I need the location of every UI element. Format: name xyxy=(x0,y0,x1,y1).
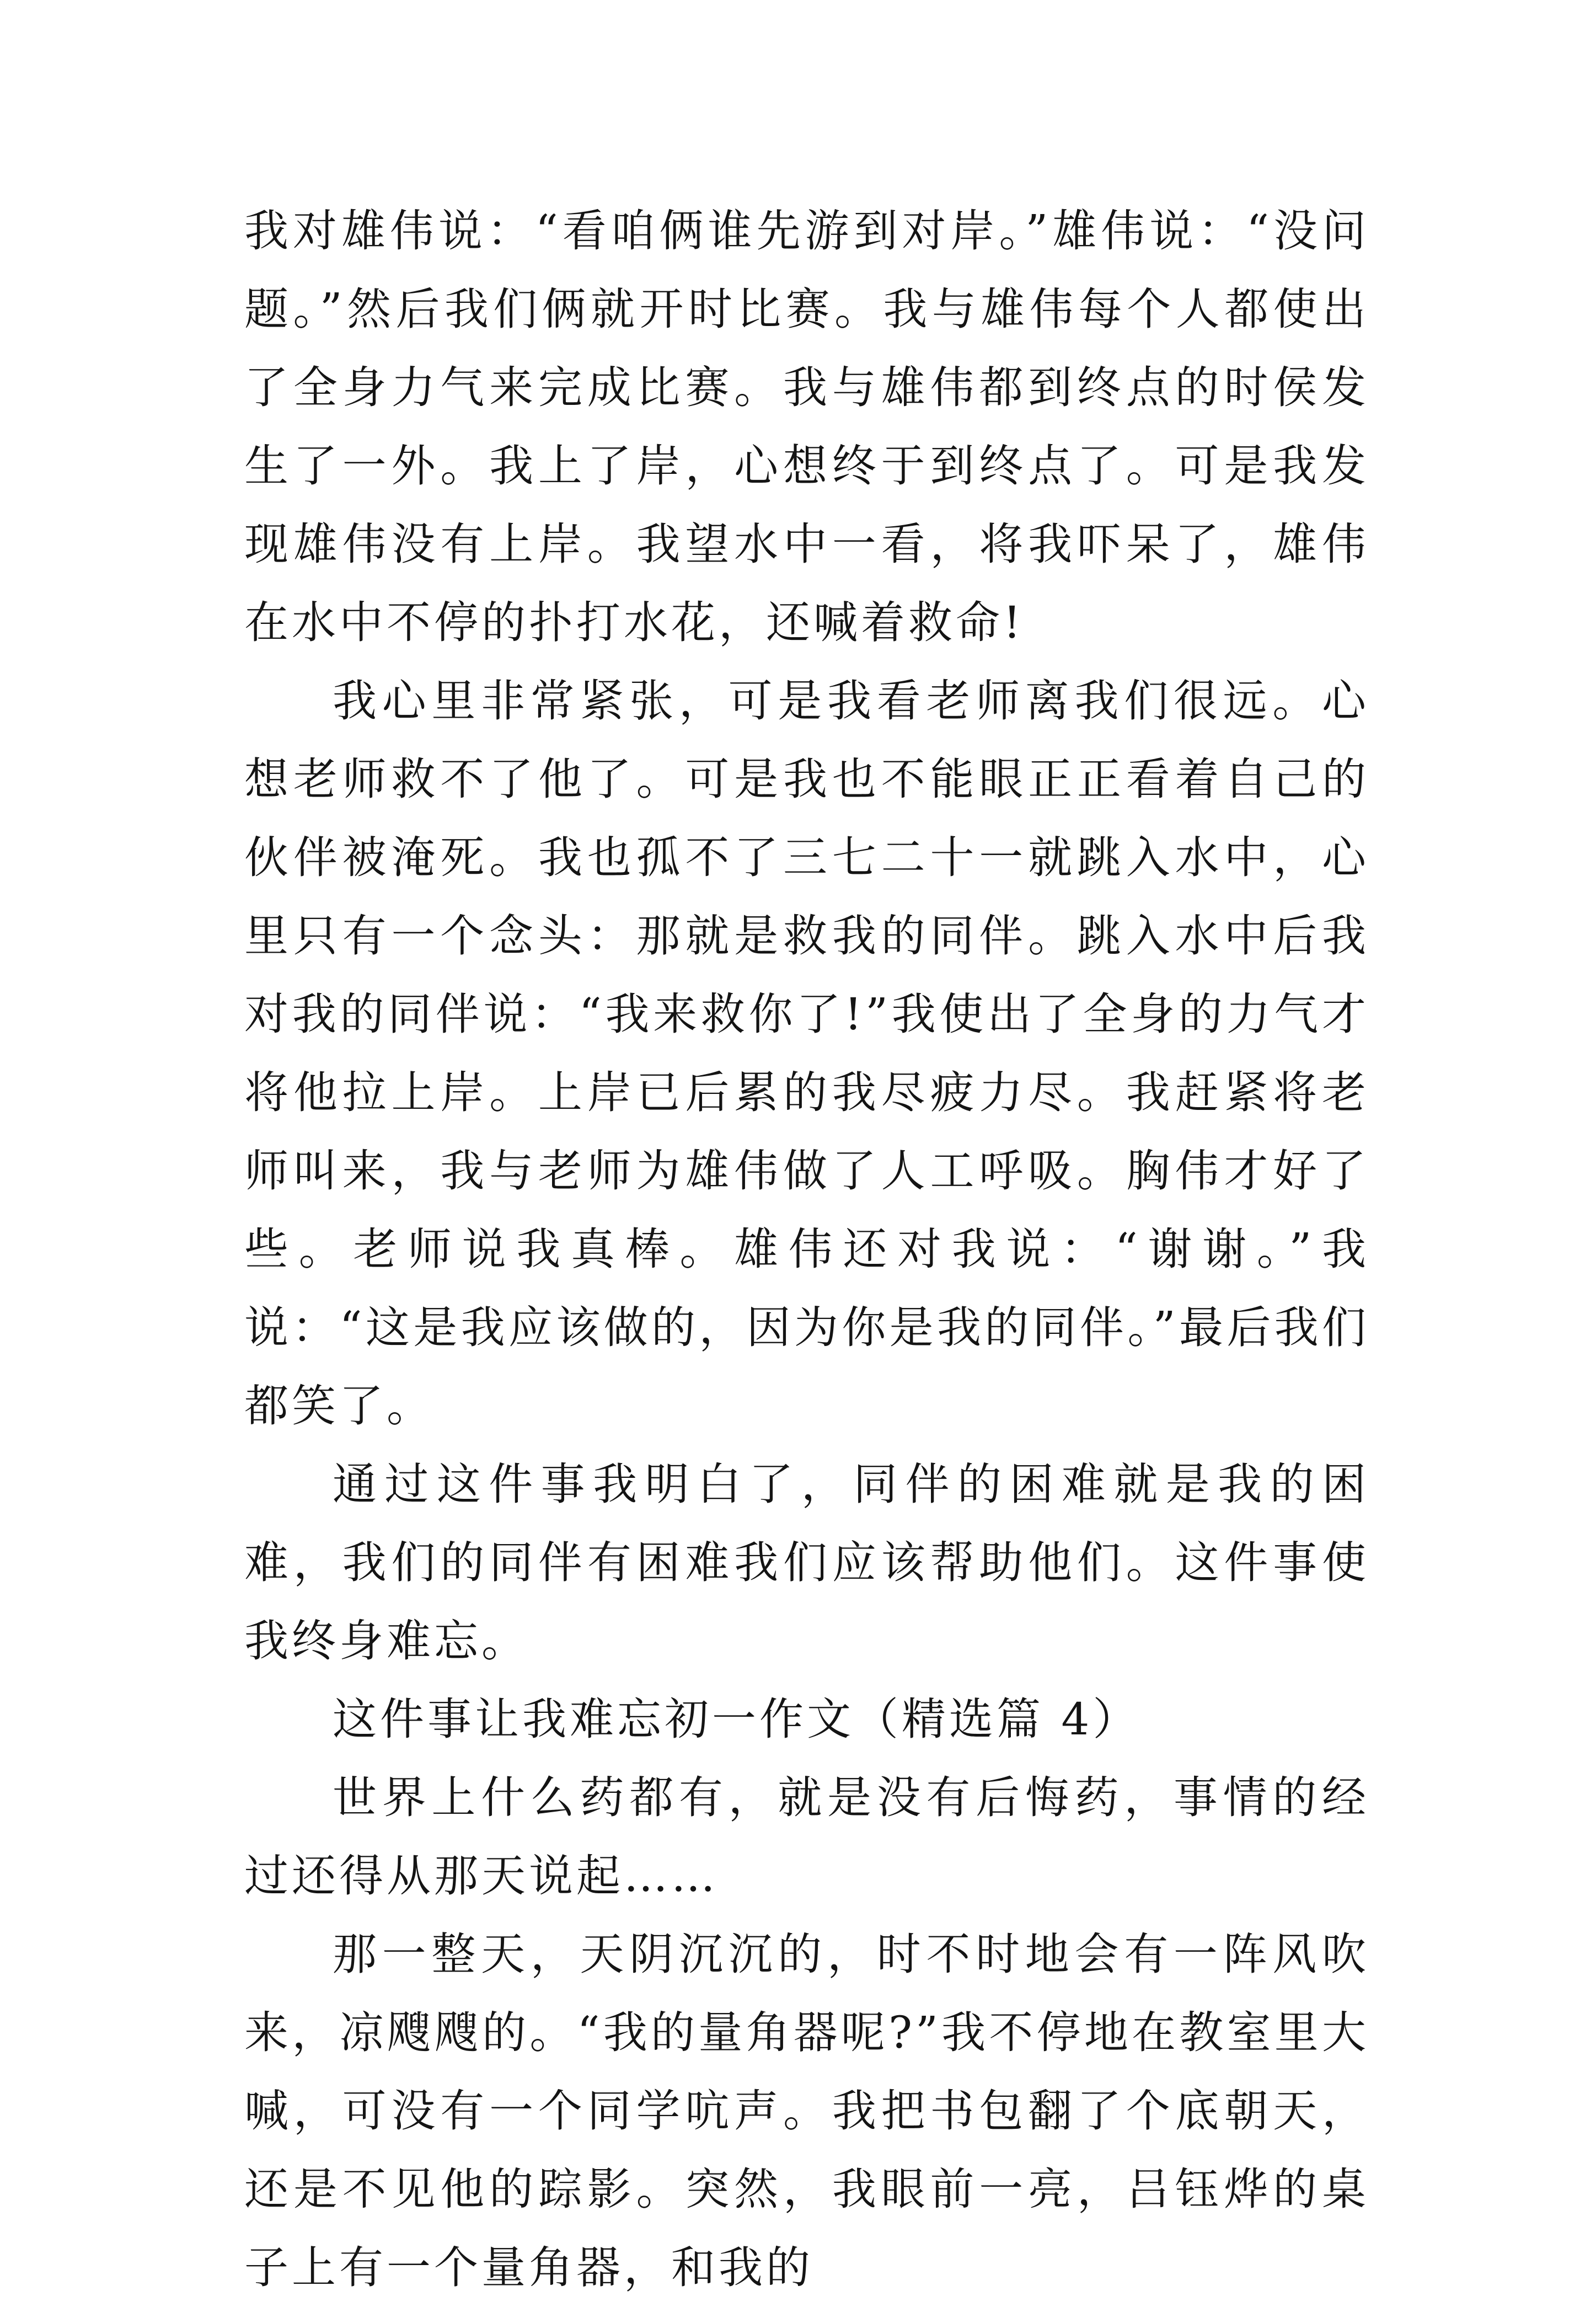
paragraph-no-regret-medicine: 世界上什么药都有，就是没有后悔药，事情的经过还得从那天说起…… xyxy=(244,1772,1369,1902)
paragraph-lost-protractor: 那一整天，天阴沉沉的，时不时地会有一阵风吹来，凉飕飕的。“我的量角器呢?”我不停地在教室里大喊，可没有一个同学吭声。我把书包翻了个底朝天，还是不见他的踪影。突然，我眼前一亮，吕钰烨的桌子上有一个量角器，和我的 xyxy=(244,1929,1369,2293)
section-heading: 这件事让我难忘初一作文（精选篇 4） xyxy=(333,1694,1140,1745)
paragraph-lesson-learned: 通过这件事我明白了，同伴的困难就是我的困难，我们的同伴有困难我们应该帮助他们。这件事使我终身难忘。 xyxy=(244,1459,1369,1667)
document-body xyxy=(244,192,1369,2307)
paragraph-rescue-story-start: 我对雄伟说：“看咱俩谁先游到对岸。”雄伟说：“没问题。”然后我们俩就开时比赛。我与雄伟每个人都使出了全身力气来完成比赛。我与雄伟都到终点的时侯发生了一外。我上了岸，心想终于到终点了。可是我发现雄伟没有上岸。我望水中一看，将我吓呆了，雄伟在水中不停的扑打水花，还喊着救命! xyxy=(244,205,1369,648)
paragraph-rescue-story: 我心里非常紧张，可是我看老师离我们很远。心想老师救不了他了。可是我也不能眼正正看着自己的伙伴被淹死。我也孤不了三七二十一就跳入水中，心里只有一个念头：那就是救我的同伴。跳入水中后我对我的同伴说：“我来救你了!”我使出了全身的力气才将他拉上岸。上岸已后累的我尽疲力尽。我赶紧将老师叫来，我与老师为雄伟做了人工呼吸。胸伟才好了些。老师说我真棒。雄伟还对我说：“谢谢。”我说：“这是我应该做的，因为你是我的同伴。”最后我们都笑了。 xyxy=(244,675,1369,1432)
